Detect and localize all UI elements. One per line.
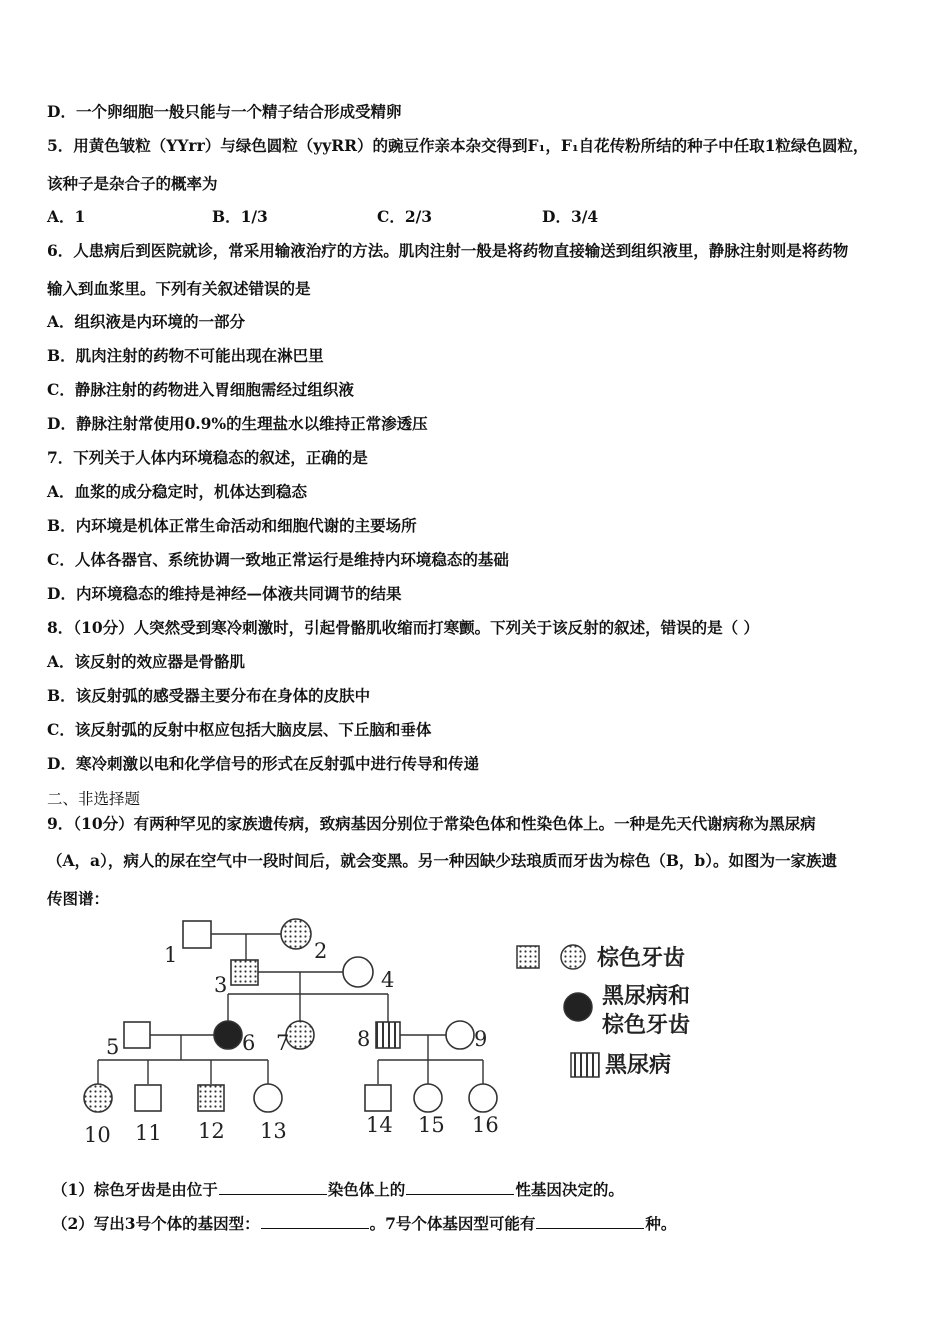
blank-2[interactable] — [406, 1180, 514, 1195]
blank-3[interactable] — [261, 1214, 369, 1229]
q7-option-a: A．血浆的成分稳定时，机体达到稳态 — [47, 482, 308, 501]
sub1-suffix: 性基因决定的。 — [515, 1180, 624, 1199]
legend-female-brown-teeth — [561, 945, 585, 969]
individual-4 — [343, 957, 373, 987]
q7-stem: 7．下列关于人体内环境稳态的叙述，正确的是 — [47, 448, 368, 467]
label-15: 15 — [418, 1113, 445, 1137]
q6-option-b: B．肌肉注射的药物不可能出现在淋巴里 — [47, 346, 324, 365]
q9-stem-cont: （A，a），病人的尿在空气中一段时间后，就会变黑。另一种因缺少珐琅质而牙齿为棕色（B，b）。如图为一家族遗 — [47, 851, 838, 870]
label-16: 16 — [472, 1113, 499, 1137]
q8-option-c: C．该反射弧的反射中枢应包括大脑皮层、下丘脑和垂体 — [47, 720, 432, 739]
individual-3 — [231, 960, 258, 985]
label-4: 4 — [381, 968, 395, 992]
individual-14 — [365, 1085, 391, 1111]
legend-affected-both — [564, 993, 592, 1021]
individual-1 — [183, 921, 211, 948]
pedigree-legend — [517, 945, 599, 1077]
q5-option-b: B．1/3 — [212, 207, 268, 226]
sub2-middle: 。7号个体基因型可能有 — [369, 1214, 536, 1233]
individual-10 — [84, 1084, 112, 1112]
label-7: 7 — [276, 1031, 290, 1055]
q5-option-a: A．1 — [47, 207, 86, 226]
q7-option-d: D．内环境稳态的维持是神经—体液共同调节的结果 — [47, 584, 402, 603]
q6-option-c: C．静脉注射的药物进入胃细胞需经过组织液 — [47, 380, 354, 399]
q5-stem-cont: 该种子是杂合子的概率为 — [47, 174, 218, 193]
q6-option-d: D．静脉注射常使用0.9%的生理盐水以维持正常渗透压 — [47, 414, 428, 433]
q8-option-b: B．该反射弧的感受器主要分布在身体的皮肤中 — [47, 686, 371, 705]
legend-alkaptonuria-label: 黑尿病 — [605, 1053, 672, 1078]
legend-male-brown-teeth — [517, 946, 539, 968]
sub2-prefix: （2）写出3号个体的基因型： — [52, 1214, 260, 1233]
individual-9 — [446, 1021, 474, 1049]
sub2-suffix: 种。 — [645, 1214, 677, 1233]
q9-stem: 9．（10分）有两种罕见的家族遗传病，致病基因分别位于常染色体和性染色体上。一种是先天代谢病称为黑尿病 — [47, 814, 816, 833]
individual-8 — [376, 1022, 400, 1048]
label-5: 5 — [106, 1035, 120, 1059]
legend-alkaptonuria — [571, 1053, 599, 1077]
q8-option-d: D．寒冷刺激以电和化学信号的形式在反射弧中进行传导和传递 — [47, 754, 479, 773]
q9-stem-end: 传图谱： — [47, 889, 110, 908]
sub1-middle: 染色体上的 — [327, 1180, 406, 1199]
q9-sub1 — [52, 1180, 624, 1200]
sub1-prefix: （1）棕色牙齿是由位于 — [52, 1180, 218, 1199]
q4-option-d: D．一个卵细胞一般只能与一个精子结合形成受精卵 — [47, 102, 402, 121]
label-6: 6 — [242, 1031, 256, 1055]
q6-stem-cont: 输入到血浆里。下列有关叙述错误的是 — [47, 279, 311, 298]
individual-6 — [214, 1021, 242, 1049]
pedigree-chart — [84, 914, 728, 1154]
label-12: 12 — [198, 1119, 225, 1143]
label-9: 9 — [474, 1027, 488, 1051]
blank-1[interactable] — [219, 1180, 327, 1195]
q9-sub2 — [52, 1214, 676, 1234]
individual-13 — [254, 1084, 282, 1112]
legend-both-label-1: 黑尿病和 — [602, 984, 691, 1009]
q5-option-c: C．2/3 — [377, 207, 433, 226]
individual-15 — [414, 1084, 442, 1112]
legend-both-label-2: 棕色牙齿 — [602, 1013, 691, 1038]
individual-5 — [124, 1022, 150, 1048]
q7-option-c: C．人体各器官、系统协调一致地正常运行是维持内环境稳态的基础 — [47, 550, 509, 569]
blank-4[interactable] — [536, 1214, 644, 1229]
individual-12 — [198, 1085, 224, 1111]
label-2: 2 — [314, 939, 328, 963]
q7-option-b: B．内环境是机体正常生命活动和细胞代谢的主要场所 — [47, 516, 417, 535]
label-8: 8 — [357, 1027, 371, 1051]
label-11: 11 — [135, 1121, 162, 1145]
label-10: 10 — [84, 1123, 111, 1147]
q8-option-a: A．该反射的效应器是骨骼肌 — [47, 652, 246, 671]
section-heading: 二、非选择题 — [47, 790, 141, 808]
label-13: 13 — [260, 1119, 287, 1143]
individual-16 — [469, 1084, 497, 1112]
q6-stem: 6．人患病后到医院就诊，常采用输液治疗的方法。肌肉注射一般是将药物直接输送到组织液里，静脉注射则是将药物 — [47, 241, 849, 260]
q6-option-a: A．组织液是内环境的一部分 — [47, 312, 246, 331]
individual-7 — [286, 1021, 314, 1049]
q5-option-d: D．3/4 — [542, 207, 599, 226]
individual-11 — [135, 1085, 161, 1111]
label-3: 3 — [214, 973, 228, 997]
q5-stem: 5．用黄色皱粒（YYrr）与绿色圆粒（yyRR）的豌豆作亲本杂交得到F₁，F₁自花传粉所结的种子中任取1粒绿色圆粒， — [47, 136, 869, 155]
label-14: 14 — [366, 1113, 393, 1137]
legend-brown-teeth-label: 棕色牙齿 — [597, 946, 686, 971]
q8-stem: 8．（10分）人突然受到寒冷刺激时，引起骨骼肌收缩而打寒颤。下列关于该反射的叙述，错误的是（ ） — [47, 618, 760, 637]
individual-2 — [281, 919, 311, 949]
label-1: 1 — [164, 943, 178, 967]
